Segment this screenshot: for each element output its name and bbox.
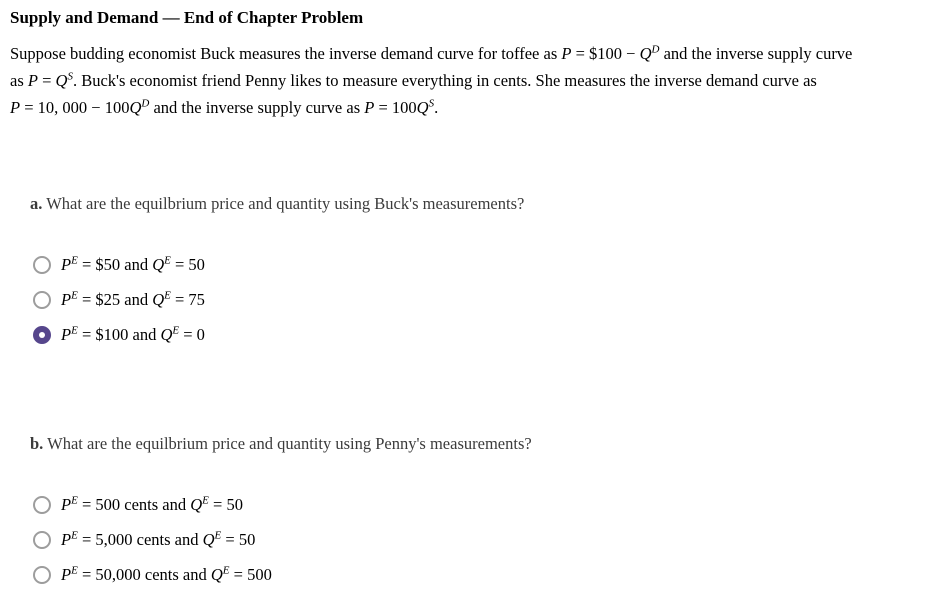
option-row[interactable] bbox=[33, 487, 532, 522]
question-a-text bbox=[30, 190, 524, 217]
problem-statement bbox=[10, 40, 852, 121]
problem-statement-line: Suppose budding economist Buck measures the inverse demand curve for toffee as P = $100 − $Q^D$ and the inverse supply curve bbox=[10, 43, 853, 63]
question-b-text bbox=[30, 430, 532, 457]
question-a-prompt: What are the equilbrium price and quantity using Buck's measurements? bbox=[46, 194, 525, 213]
radio-button-icon[interactable] bbox=[33, 496, 51, 514]
option-row[interactable] bbox=[33, 522, 532, 557]
problem-statement-line: P = 10, $000 - 100Q^D$ and the inverse supply curve as $P = 100Q^S$. bbox=[10, 97, 439, 117]
option-label: $P^E = 50,000$ cents and $Q^E = 500$ bbox=[61, 564, 272, 584]
option-row[interactable] bbox=[33, 247, 524, 282]
question-a bbox=[30, 190, 524, 352]
radio-button-icon[interactable] bbox=[33, 291, 51, 309]
page-title: Supply and Demand — End of Chapter Problem bbox=[10, 8, 364, 27]
question-b-options bbox=[33, 487, 532, 592]
question-a-options bbox=[33, 247, 524, 352]
option-row[interactable] bbox=[33, 282, 524, 317]
radio-button-icon[interactable] bbox=[33, 326, 51, 344]
option-label: $P^E = 500$ cents and $Q^E = 50$ bbox=[61, 494, 243, 514]
question-b-prompt: What are the equilbrium price and quantity using Penny's measurements? bbox=[47, 434, 532, 453]
option-label: $P^E$ = $100 and $Q^E = 0$ bbox=[61, 324, 205, 344]
option-label: $P^E$ = $25 and $Q^E = 75$ bbox=[61, 289, 205, 309]
question-b bbox=[30, 430, 532, 592]
option-row[interactable] bbox=[33, 317, 524, 352]
option-label: $P^E = 5,000$ cents and $Q^E = 50$ bbox=[61, 529, 256, 549]
option-label: $P^E$ = $50 and $Q^E = 50$ bbox=[61, 254, 205, 274]
radio-button-icon[interactable] bbox=[33, 531, 51, 549]
question-a-label: a. bbox=[30, 194, 43, 213]
question-b-label: b. bbox=[30, 434, 44, 453]
option-row[interactable] bbox=[33, 557, 532, 592]
problem-statement-line: as $P = Q^S$. Buck's economist friend Penny likes to measure everything in cents. She measures the inverse demand curve as bbox=[10, 70, 817, 90]
radio-button-icon[interactable] bbox=[33, 566, 51, 584]
radio-button-icon[interactable] bbox=[33, 256, 51, 274]
